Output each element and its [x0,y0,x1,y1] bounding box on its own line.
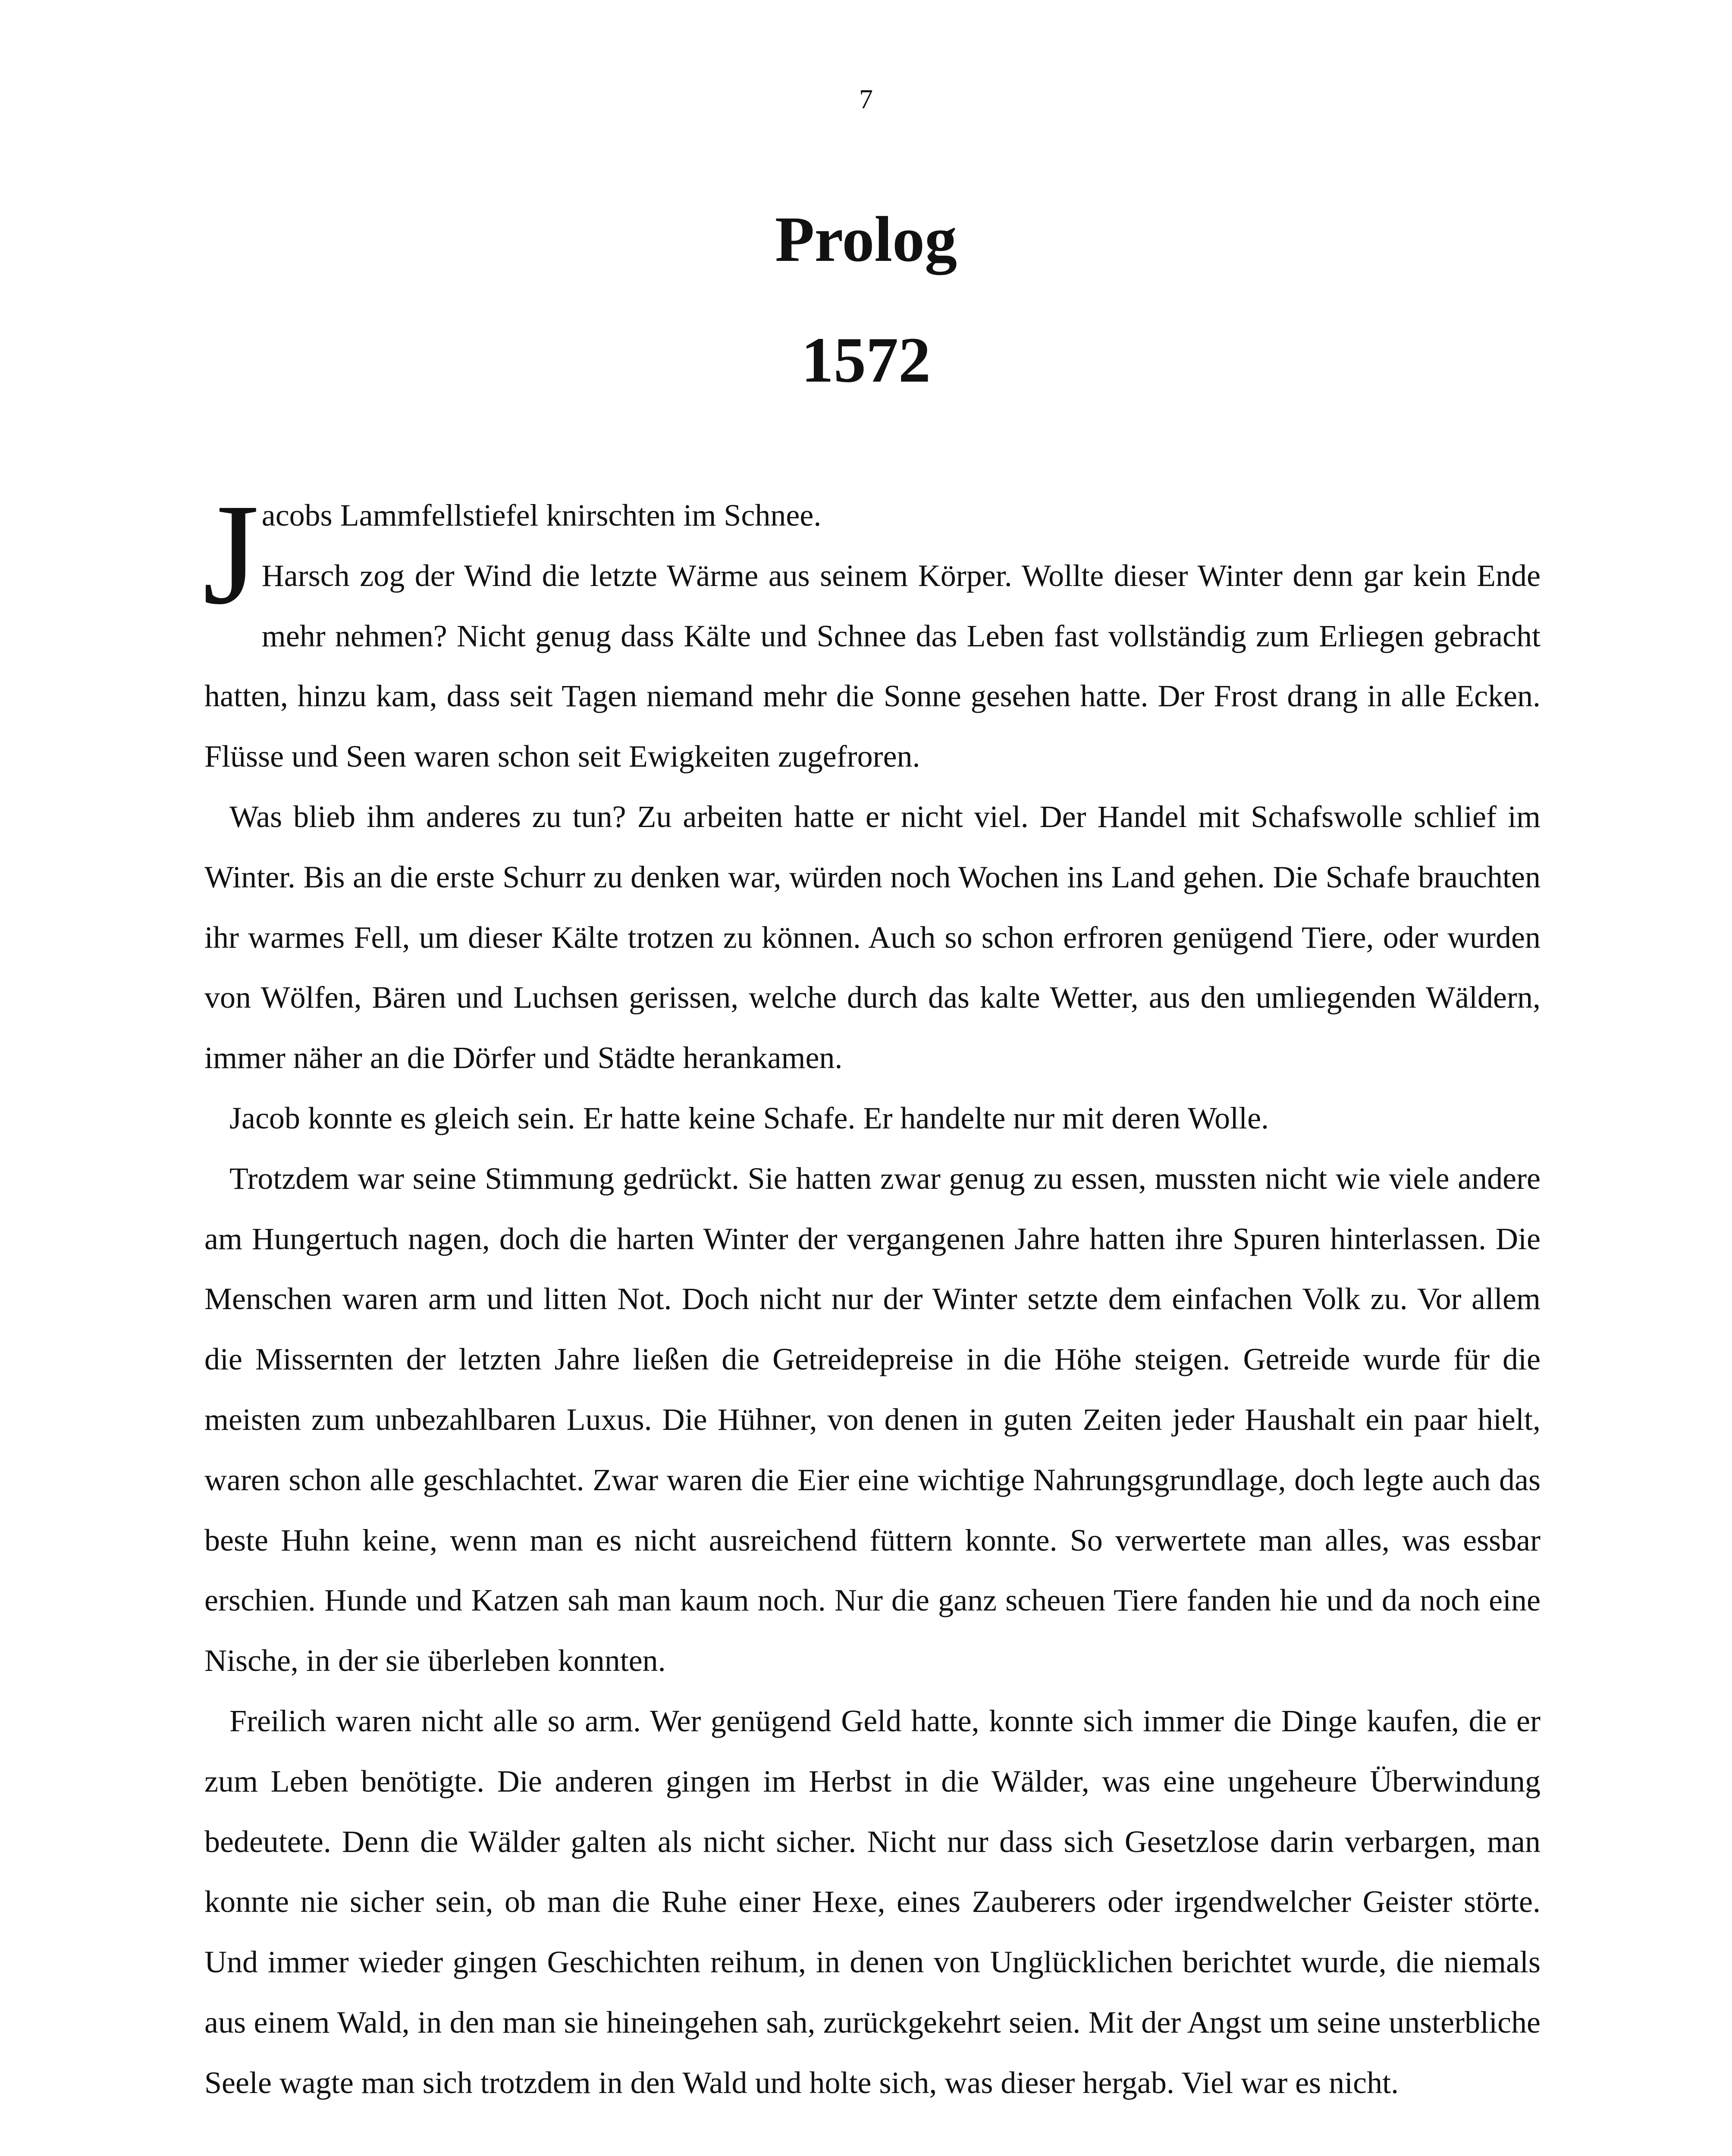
paragraph-5: Freilich waren nicht alle so arm. Wer genügend Geld hatte, konnte sich immer die Dinge kaufen, die er zum Leben benötigte. Die anderen gingen im Herbst in die Wälder, was eine ungeheure Überwindung bedeutete. Denn die Wälder galten als nicht sicher. Nicht nur dass sich Gesetzlose darin verbargen, man konnte nie sicher sein, ob man die Ruhe einer Hexe, eines Zauberers oder irgendwelcher Geister störte. Und immer wieder gingen Geschichten reihum, in denen von Unglücklichen berichtet wurde, die niemals aus einem Wald, in den man sie hineingehen sah, zurückgekehrt seien. Mit der Angst um seine unsterbliche Seele wagte man sich trotzdem in den Wald und holte sich, was dieser hergab. Viel war es nicht. [204,1703,1541,2100]
chapter-title: Prolog [775,204,957,275]
drop-cap: J [203,474,259,634]
chapter-year: 1572 [801,324,931,396]
paragraph-1: Harsch zog der Wind die letzte Wärme aus seinem Körper. Wollte dieser Winter denn gar kein Ende mehr nehmen? Nicht genug dass Kälte und Schnee das Leben fast vollständig zum Erliegen gebracht hatten, hinzu kam, dass seit Tagen niemand mehr die Sonne gesehen hatte. Der Frost drang in alle Ecken. Flüsse und Seen waren schon seit Ewigkeiten zugefroren. [204,558,1541,774]
paragraph-3: Jacob konnte es gleich sein. Er hatte keine Schafe. Er handelte nur mit deren Wolle. [229,1100,1269,1135]
opening-line [203,474,1541,787]
page-number: 7 [859,84,873,114]
opening-line-text: acobs Lammfellstiefel knirschten im Schnee. [261,498,822,533]
paragraph-4: Trotzdem war seine Stimmung gedrückt. Sie hatten zwar genug zu essen, mussten nicht wie viele andere am Hungertuch nagen, doch die harten Winter der vergangenen Jahre hatten ihre Spuren hinterlassen. Die Menschen waren arm und litten Not. Doch nicht nur der Winter setzte dem einfachen Volk zu. Vor allem die Missernten der letzten Jahre ließen die Getreidepreise in die Höhe steigen. Getreide wurde für die meisten zum unbezahlbaren Luxus. Die Hühner, von denen in guten Zeiten jeder Haushalt ein paar hielt, waren schon alle geschlachtet. Zwar waren die Eier eine wichtige Nahrungsgrundlage, doch legte auch das beste Huhn keine, wenn man es nicht ausreichend füttern konnte. So verwertete man alles, was essbar erschien. Hunde und Katzen sah man kaum noch. Nur die ganz scheuen Tiere fanden hie und da noch eine Nische, in der sie überleben konnten. [204,1161,1541,1678]
chapter-body [203,474,1541,2113]
paragraph-2: Was blieb ihm anderes zu tun? Zu arbeiten hatte er nicht viel. Der Handel mit Schafswolle schlief im Winter. Bis an die erste Schurr zu denken war, würden noch Wochen ins Land gehen. Die Schafe brauchten ihr warmes Fell, um dieser Kälte trotzen zu können. Auch so schon erfroren genügend Tiere, oder wurden von Wölfen, Bären und Luchsen gerissen, welche durch das kalte Wetter, aus den umliegenden Wäldern, immer näher an die Dörfer und Städte herankamen. [204,799,1541,1075]
